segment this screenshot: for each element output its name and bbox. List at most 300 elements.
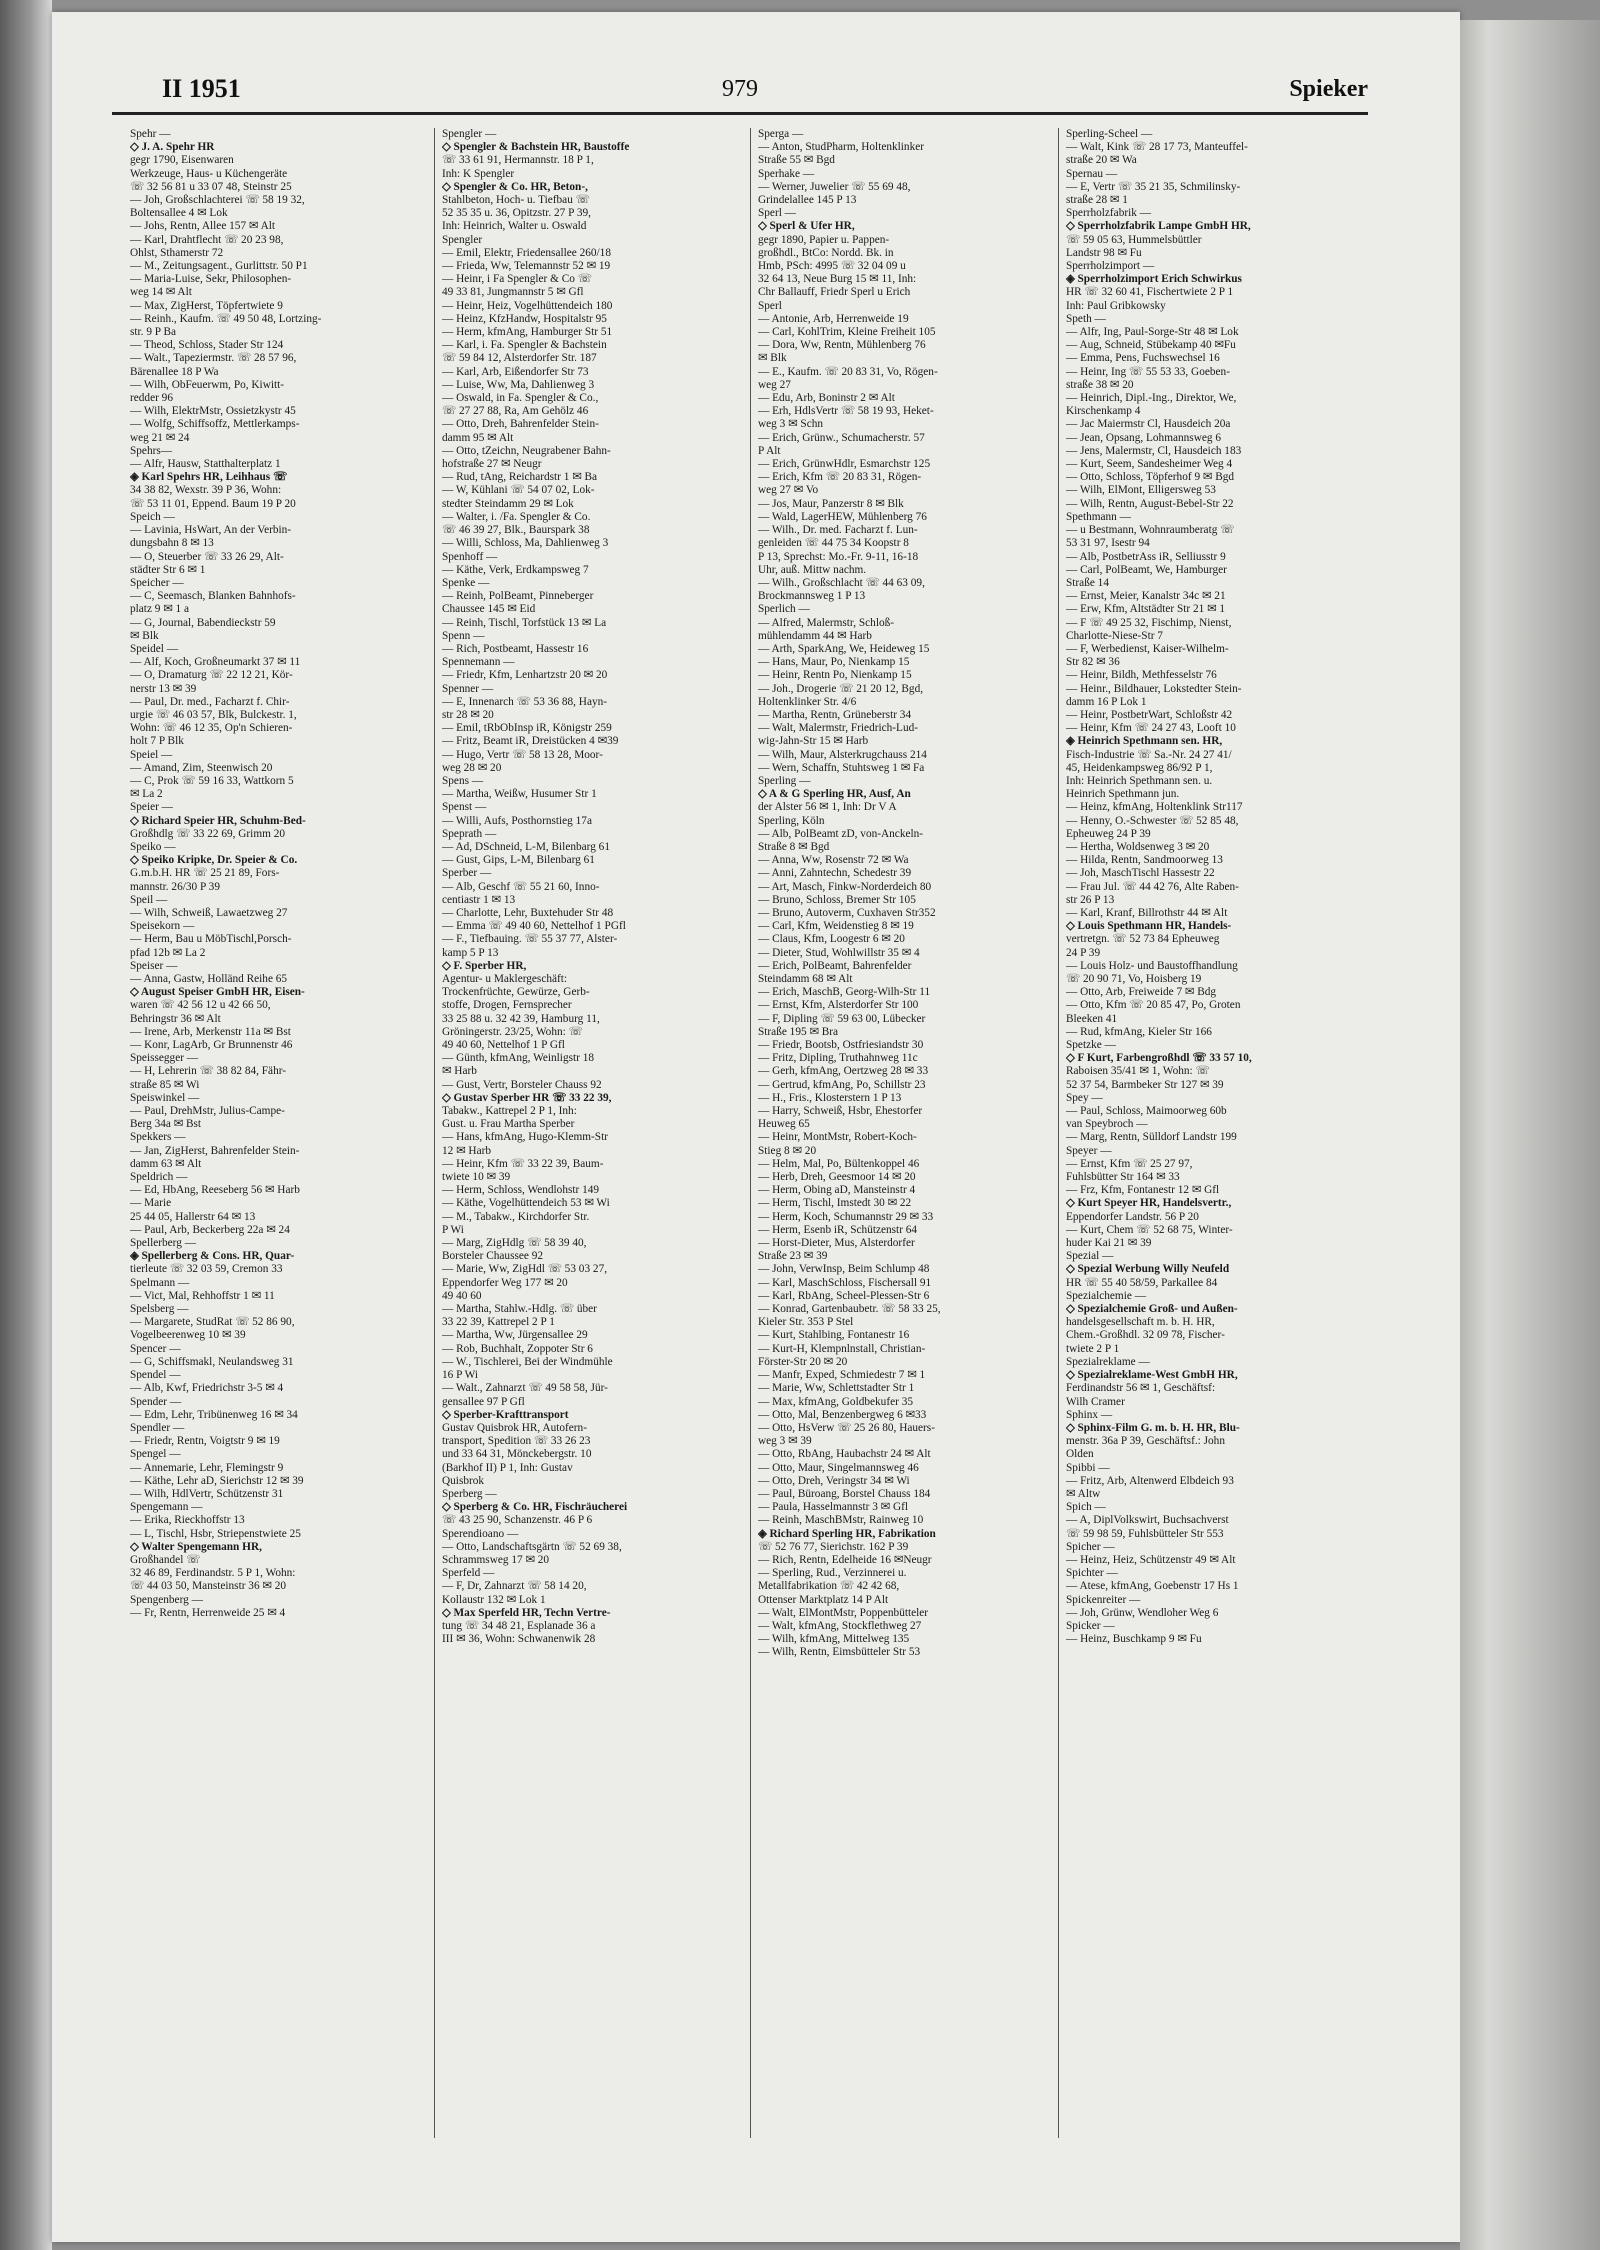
directory-entry-line: ◇ Spezialreklame-West GmbH HR, — [1066, 1369, 1238, 1382]
surname-heading: Speil — — [130, 893, 168, 906]
directory-entry-line: — Wolfg, Schiffsoffz, Mettlerkamps- — [130, 418, 300, 431]
surname-heading: Spendel — — [130, 1369, 181, 1382]
directory-entry-line: holt 7 P Blk — [130, 735, 184, 748]
directory-entry-line: — Marg, Rentn, Sülldorf Landstr 199 — [1066, 1131, 1237, 1144]
directory-entry-line: 33 25 88 u. 32 42 39, Hamburg 11, — [442, 1012, 600, 1025]
directory-entry-line: — Bruno, Autoverm, Cuxhaven Str352 — [758, 906, 936, 919]
directory-entry-line: — Heinr, Rentn Po, Nienkamp 15 — [758, 669, 912, 682]
directory-entry-line: — Rob, Buchhalt, Zoppoter Str 6 — [442, 1342, 593, 1355]
directory-entry-line: urgie ☏ 46 03 57, Blk, Bulckestr. 1, — [130, 708, 297, 721]
directory-entry-line: — Alfred, Malermstr, Schloß- — [758, 616, 895, 629]
directory-entry-line: ◇ Speiko Kripke, Dr. Speier & Co. — [130, 854, 298, 867]
directory-entry-line: Bärenallee 18 P Wa — [130, 365, 219, 378]
directory-entry-line: — Lavinia, HsWart, An der Verbin- — [130, 524, 292, 537]
surname-heading: Spens — — [442, 774, 484, 787]
directory-entry-line: ✉ La 2 — [130, 788, 163, 801]
directory-entry-line: — Ernst, Meier, Kanalstr 34c ✉ 21 — [1066, 590, 1226, 603]
directory-entry-line: Chem.-Großhdl. 32 09 78, Fischer- — [1066, 1329, 1225, 1342]
directory-entry-line: ✉ Blk — [130, 629, 159, 642]
directory-entry-line: — Helm, Mal, Po, Bültenkoppel 46 — [758, 1157, 920, 1170]
directory-entry-line: großhdl., BtCo: Nordd. Bk. in — [758, 246, 894, 259]
directory-entry-line: — Hilda, Rentn, Sandmoorweg 13 — [1066, 854, 1223, 867]
directory-entry-line: — Bruno, Schloss, Bremer Str 105 — [758, 893, 916, 906]
directory-entry-line: — Johs, Rentn, Allee 157 ✉ Alt — [130, 220, 276, 233]
directory-entry-line: — Frau Jul. ☏ 44 42 76, Alte Raben- — [1066, 880, 1239, 893]
directory-entry-line: transport, Spedition ☏ 33 26 23 — [442, 1435, 591, 1448]
directory-entry-line: Tabakw., Kattrepel 2 P 1, Inh: — [442, 1105, 577, 1118]
directory-entry-line: straße 28 ✉ 1 — [1066, 194, 1128, 207]
directory-entry-line: twiete 10 ✉ 39 — [442, 1171, 511, 1184]
directory-entry-line: städter Str 6 ✉ 1 — [130, 563, 206, 576]
directory-entry-line: — Otto, RbAng, Haubachstr 24 ✉ Alt — [758, 1448, 931, 1461]
directory-entry-line: 24 P 39 — [1066, 946, 1101, 959]
directory-entry-line: ◇ J. A. Spehr HR — [130, 141, 215, 154]
directory-entry-line: ☏ 46 39 27, Blk., Baurspark 38 — [442, 524, 590, 537]
directory-entry-line: straße 38 ✉ 20 — [1066, 378, 1134, 391]
directory-entry-line: — Max, kfmAng, Goldbekufer 35 — [758, 1395, 913, 1408]
surname-heading: Spenke — — [442, 576, 490, 589]
directory-entry-line: — Otto, Dreh, Veringstr 34 ✉ Wi — [758, 1474, 910, 1487]
directory-entry-line: dungsbahn 8 ✉ 13 — [130, 537, 214, 550]
directory-entry-line: gegr 1890, Papier u. Pappen- — [758, 233, 890, 246]
surname-heading: Spey — — [1066, 1091, 1103, 1104]
directory-entry-line: weg 27 — [758, 378, 791, 391]
surname-heading: Sperhake — — [758, 167, 815, 180]
directory-entry-line: — Otto, Kfm ☏ 20 85 47, Po, Groten — [1066, 999, 1241, 1012]
surname-heading: Spelmann — — [130, 1276, 190, 1289]
directory-entry-line: — Käthe, Vogelhüttendeich 53 ✉ Wi — [442, 1197, 610, 1210]
directory-entry-line: — Herm, Koch, Schumannstr 29 ✉ 33 — [758, 1210, 934, 1223]
directory-entry-line: damm 16 P Lok 1 — [1066, 695, 1147, 708]
directory-entry-line: weg 3 ✉ Schn — [758, 418, 824, 431]
directory-entry-line: P Alt — [758, 444, 781, 457]
directory-entry-line: Bleeken 41 — [1066, 1012, 1118, 1025]
directory-entry-line: Ferdinandstr 56 ✉ 1, Geschäftsf: — [1066, 1382, 1216, 1395]
directory-entry-line: ◇ Kurt Speyer HR, Handelsvertr., — [1066, 1197, 1232, 1210]
directory-entry-line: hofstraße 27 ✉ Neugr — [442, 458, 542, 471]
directory-entry-line: — Walt, Malermstr, Friedrich-Lud- — [758, 722, 918, 735]
directory-entry-line: (Barkhof II) P 1, Inh: Gustav — [442, 1461, 573, 1474]
directory-entry-line: ✉ Harb — [442, 1065, 477, 1078]
surname-heading: Spenn — — [442, 629, 485, 642]
directory-entry-line: ◇ Gustav Sperber HR ☏ 33 22 39, — [442, 1091, 612, 1104]
directory-entry-line: — Louis Holz- und Baustoffhandlung — [1066, 959, 1238, 972]
directory-entry-line: — Manfr, Exped, Schmiedestr 7 ✉ 1 — [758, 1369, 926, 1382]
directory-entry-line: — Martha, Rentn, Grüneberstr 34 — [758, 708, 912, 721]
directory-entry-line: Förster-Str 20 ✉ 20 — [758, 1355, 848, 1368]
directory-entry-line: — Herm, Schloss, Wendlohstr 149 — [442, 1184, 600, 1197]
directory-entry-line: Werkzeuge, Haus- u Küchengeräte — [130, 167, 288, 180]
directory-entry-line: III ✉ 36, Wohn: Schwanenwik 28 — [442, 1633, 596, 1646]
directory-entry-line: — F, Dipling ☏ 59 63 00, Lübecker — [758, 1012, 926, 1025]
surname-heading: Sperber — — [442, 867, 492, 880]
directory-entry-line: 34 38 82, Wexstr. 39 P 36, Wohn: — [130, 484, 282, 497]
directory-entry-line: ◈ Karl Spehrs HR, Leihhaus ☏ — [130, 471, 288, 484]
directory-entry-line: — Paul, Dr. med., Facharzt f. Chir- — [130, 695, 290, 708]
directory-entry-line: — Wilh, HdlVertr, Schützenstr 31 — [130, 1487, 284, 1500]
directory-entry-line: — Walt, kfmAng, Stockflethweg 27 — [758, 1619, 922, 1632]
directory-entry-line: Steindamm 68 ✉ Alt — [758, 973, 853, 985]
surname-heading: Sperfeld — — [442, 1567, 495, 1580]
directory-entry-line: ◇ Spezialchemie Groß- und Außen- — [1066, 1303, 1238, 1316]
directory-entry-line: — Heinz, Heiz, Schützenstr 49 ✉ Alt — [1066, 1553, 1236, 1566]
directory-entry-line: Fuhlsbütter Str 164 ✉ 33 — [1066, 1171, 1180, 1184]
directory-entry-line: — C, Prok ☏ 59 16 33, Wattkorn 5 — [130, 774, 294, 787]
directory-entry-line: — Art, Masch, Finkw-Norderdeich 80 — [758, 880, 932, 893]
directory-entry-line: — Erich, GrünwHdlr, Esmarchstr 125 — [758, 458, 931, 471]
directory-entry-line: — L, Tischl, Hsbr, Striepenstwiete 25 — [130, 1527, 301, 1540]
directory-entry-line: — Heinr, Kfm ☏ 33 22 39, Baum- — [442, 1157, 604, 1170]
directory-entry-line: — Martha, Ww, Jürgensallee 29 — [442, 1329, 588, 1342]
directory-entry-line: Str 82 ✉ 36 — [1066, 656, 1120, 669]
directory-entry-line: — Jac Maiermstr Cl, Hausdeich 20a — [1066, 418, 1231, 431]
directory-entry-line: Straße 55 ✉ Bgd — [758, 154, 835, 167]
directory-entry-line: — Carl, KohlTrim, Kleine Freiheit 105 — [758, 326, 936, 339]
surname-heading: Speprath — — [442, 827, 497, 840]
directory-entry-line: 32 64 13, Neue Burg 15 ✉ 11, Inh: — [758, 273, 917, 286]
directory-entry-line: Epheuweg 24 P 39 — [1066, 827, 1151, 840]
directory-entry-line: — F, Dr, Zahnarzt ☏ 58 14 20, — [442, 1580, 587, 1593]
directory-entry-line: — Käthe, Lehr aD, Sierichstr 12 ✉ 39 — [130, 1474, 304, 1487]
surname-heading: Spethmann — — [1066, 510, 1131, 523]
directory-entry-line: Grindelallee 145 P 13 — [758, 194, 857, 207]
directory-entry-line: ☏ 59 84 12, Alsterdorfer Str. 187 — [442, 352, 597, 365]
directory-entry-line: — Otto, Mal, Benzenbergweg 6 ✉33 — [758, 1408, 927, 1421]
surname-heading: Spenst — — [442, 801, 487, 814]
directory-entry-line: — W., Tischlerei, Bei der Windmühle — [442, 1355, 613, 1368]
directory-entry-line: — Karl, RbAng, Scheel-Plessen-Str 6 — [758, 1289, 930, 1302]
surname-heading: Speiswinkel — — [130, 1091, 200, 1104]
directory-entry-line: — Anton, StudPharm, Holtenklinker — [758, 141, 924, 154]
directory-entry-line: — Heinr, Bildh, Methfesselstr 76 — [1066, 669, 1217, 682]
surname-heading: Spellerberg — — [130, 1237, 196, 1250]
directory-entry-line: — Arth, SparkAng, We, Heideweg 15 — [758, 642, 930, 655]
directory-entry-line: vertretgn. ☏ 52 73 84 Epheuweg — [1066, 933, 1220, 946]
directory-entry-line: weg 28 ✉ 20 — [442, 761, 502, 774]
directory-entry-line: — Erich, Grünw., Schumacherstr. 57 — [758, 431, 925, 444]
directory-entry-line: Behringstr 36 ✉ Alt — [130, 1012, 221, 1025]
directory-entry-line: pfad 12b ✉ La 2 — [130, 946, 206, 959]
directory-entry-line: — Fritz, Beamt iR, Dreistücken 4 ✉39 — [442, 735, 619, 748]
directory-entry-line: — Wilh, Schweiß, Lawaetzweg 27 — [130, 906, 288, 919]
directory-entry-line: — Erw, Kfm, Altstädter Str 21 ✉ 1 — [1066, 603, 1226, 616]
directory-entry-line: — Reinh., Kaufm. ☏ 49 50 48, Lortzing- — [130, 312, 322, 325]
directory-entry-line: Kieler Str. 353 P Stel — [758, 1316, 854, 1329]
surname-heading: Spicher — — [1066, 1540, 1115, 1553]
surname-heading: Sperrholzimport — — [1066, 260, 1155, 273]
directory-entry-line: — Rud, tAng, Reichardstr 1 ✉ Ba — [442, 471, 598, 484]
directory-entry-line: — Martha, Stahlw.-Hdlg. ☏ über — [442, 1303, 597, 1316]
directory-entry-line: — Dora, Ww, Rentn, Mühlenberg 76 — [758, 339, 926, 352]
directory-entry-line: — Joh, MaschTischl Hassestr 22 — [1066, 867, 1215, 880]
directory-entry-line: str 28 ✉ 20 — [442, 708, 494, 721]
surname-heading: Spetzke — — [1066, 1039, 1116, 1052]
directory-entry-line: — Konr, LagArb, Gr Brunnenstr 46 — [130, 1039, 293, 1052]
surname-heading: Speiser — — [130, 959, 178, 972]
directory-entry-line: redder 96 — [130, 392, 173, 405]
directory-entry-line: — Heinz, Buschkamp 9 ✉ Fu — [1066, 1633, 1202, 1646]
directory-entry-line: — Luise, Ww, Ma, Dahlienweg 3 — [442, 378, 595, 391]
directory-entry-line: — Erika, Rieckhoffstr 13 — [130, 1514, 245, 1527]
directory-entry-line: 12 ✉ Harb — [442, 1144, 491, 1157]
page-number: 979 — [722, 76, 758, 102]
directory-entry-line: — Herm, Esenb iR, Schützenstr 64 — [758, 1223, 918, 1236]
directory-entry-line: — Otto, Maur, Singelmannsweg 46 — [758, 1461, 919, 1474]
directory-entry-line: — Walt., Tapeziermstr. ☏ 28 57 96, — [130, 352, 297, 365]
directory-entry-line: — Alb, Kwf, Friedrichstr 3-5 ✉ 4 — [130, 1382, 284, 1395]
surname-heading: Spichter — — [1066, 1567, 1118, 1580]
surname-heading: Spich — — [1066, 1501, 1106, 1514]
surname-heading: Sperrholzfabrik — — [1066, 207, 1152, 220]
surname-heading: Spengler — — [442, 128, 497, 140]
directory-entry-line: — Kurt, Chem ☏ 52 68 75, Winter- — [1066, 1223, 1233, 1236]
directory-entry-line: Borsteler Chaussee 92 — [442, 1250, 544, 1263]
surname-heading: Spender — — [130, 1395, 182, 1408]
directory-entry-line: — Carl, Kfm, Weidenstieg 8 ✉ 19 — [758, 920, 914, 933]
directory-entry-line: — Alb, PolBeamt zD, von-Anckeln- — [758, 827, 924, 840]
directory-entry-line: der Alster 56 ✉ 1, Inh: Dr V A — [758, 801, 897, 814]
directory-entry-line: ☏ 27 27 88, Ra, Am Gehölz 46 — [442, 405, 589, 418]
directory-entry-line: ☏ 44 03 50, Mansteinstr 36 ✉ 20 — [130, 1580, 287, 1593]
directory-entry-line: ✉ Altw — [1066, 1487, 1101, 1500]
directory-entry-line: Gröningerstr. 23/25, Wohn: ☏ — [442, 1025, 583, 1038]
surname-heading: Spelsberg — — [130, 1303, 189, 1316]
column-divider — [434, 128, 435, 2138]
directory-entry-line: ◈ Spellerberg & Cons. HR, Quar- — [130, 1250, 295, 1263]
directory-entry-line: — Erich, Kfm ☏ 20 83 31, Rögen- — [758, 471, 922, 484]
directory-entry-line: twiete 2 P 1 — [1066, 1342, 1120, 1355]
directory-entry-line: — Herb, Dreh, Geesmoor 14 ✉ 20 — [758, 1171, 916, 1184]
directory-entry-line: — A, DiplVolkswirt, Buchsachverst — [1066, 1514, 1229, 1527]
directory-entry-line: Fisch-Industrie ☏ Sa.-Nr. 24 27 41/ — [1066, 748, 1232, 761]
directory-entry-line: — Fritz, Arb, Altenwerd Elbdeich 93 — [1066, 1474, 1234, 1487]
directory-entry-line: — F, Werbedienst, Kaiser-Wilhelm- — [1066, 642, 1229, 655]
directory-entry-line: — John, VerwInsp, Beim Schlump 48 — [758, 1263, 930, 1276]
surname-heading: Spekkers — — [130, 1131, 186, 1144]
directory-entry-line: stoffe, Drogen, Fernsprecher — [442, 999, 572, 1012]
directory-entry-line: — Harry, Schweiß, Hsbr, Ehestorfer — [758, 1105, 923, 1118]
directory-entry-line: ◇ Max Sperfeld HR, Techn Vertre- — [442, 1606, 611, 1619]
directory-entry-line: ◇ Sphinx-Film G. m. b. H. HR, Blu- — [1066, 1421, 1240, 1434]
directory-entry-line: — F ☏ 49 25 32, Fischimp, Nienst, — [1066, 616, 1232, 629]
surname-heading: Speldrich — — [130, 1171, 188, 1184]
directory-entry-line: — Ernst, Kfm, Alsterdorfer Str 100 — [758, 999, 919, 1012]
directory-entry-line: — Karl, MaschSchloss, Fischersall 91 — [758, 1276, 932, 1289]
directory-entry-line: Charlotte-Niese-Str 7 — [1066, 629, 1163, 642]
directory-entry-line: Heinrich Spethmann jun. — [1066, 788, 1180, 801]
directory-entry-line: — Anna, Ww, Rosenstr 72 ✉ Wa — [758, 854, 909, 867]
directory-entry-line: gensallee 97 P Gfl — [442, 1395, 525, 1408]
directory-entry-line: — Margarete, StudRat ☏ 52 86 90, — [130, 1316, 295, 1329]
directory-entry-line: 49 40 60, Nettelhof 1 P Gfl — [442, 1039, 565, 1052]
directory-entry-line: menstr. 36a P 39, Geschäftsf.: John — [1066, 1435, 1225, 1448]
directory-entry-line: G.m.b.H. HR ☏ 25 21 89, Fors- — [130, 867, 280, 880]
directory-entry-line: — Günth, kfmAng, Weinligstr 18 — [442, 1052, 595, 1065]
directory-entry-line: — Horst-Dieter, Mus, Alsterdorfer — [758, 1237, 915, 1250]
directory-entry-line: Uhr, auß. Mittw nachm. — [758, 563, 867, 576]
directory-entry-line: — Heinz, KfzHandw, Hospitalstr 95 — [442, 312, 607, 325]
directory-entry-line: — Jean, Opsang, Lohmannsweg 6 — [1066, 431, 1221, 444]
surname-heading: Spicker — — [1066, 1619, 1115, 1632]
directory-entry-line: — Rich, Postbeamt, Hassestr 16 — [442, 642, 589, 655]
directory-entry-line: — Alfr, Hausw, Statthalterplatz 1 — [130, 458, 281, 471]
directory-entry-line: ◇ Sperl & Ufer HR, — [758, 220, 855, 233]
surname-heading: Speth — — [1066, 312, 1106, 325]
directory-entry-line: Brockmannsweg 1 P 13 — [758, 590, 866, 603]
directory-entry-line: — Reinh, PolBeamt, Pinneberger — [442, 590, 594, 603]
surname-heading: Speisekorn — — [130, 920, 195, 933]
directory-entry-line: — Jan, ZigHerst, Bahrenfelder Stein- — [130, 1144, 300, 1157]
directory-entry-line: — Erich, PolBeamt, Bahrenfelder — [758, 959, 912, 972]
directory-entry-line: ◇ Spezial Werbung Willy Neufeld — [1066, 1263, 1230, 1276]
directory-entry-line: kamp 5 P 13 — [442, 946, 499, 959]
surname-heading: Sperendioano — — [442, 1527, 519, 1540]
directory-column-2 — [442, 128, 732, 2148]
directory-entry-line: — Walt., Zahnarzt ☏ 49 58 58, Jür- — [442, 1382, 608, 1395]
surname-heading: Spehrs— — [130, 444, 173, 457]
directory-entry-line: Inh: Heinrich, Walter u. Oswald — [442, 220, 587, 233]
directory-entry-line: ◇ Sperrholzfabrik Lampe GmbH HR, — [1066, 220, 1251, 233]
directory-entry-line: Gustav Quisbrok HR, Autofern- — [442, 1421, 587, 1434]
directory-entry-line: damm 95 ✉ Alt — [442, 431, 514, 444]
directory-entry-line: Schrammsweg 17 ✉ 20 — [442, 1553, 550, 1566]
directory-entry-line: — Reinh, Tischl, Torfstück 13 ✉ La — [442, 616, 607, 629]
directory-entry-line: — Dieter, Stud, Wohlwillstr 35 ✉ 4 — [758, 946, 920, 959]
surname-heading: Speich — — [130, 510, 175, 523]
directory-entry-line: Heuweg 65 — [758, 1118, 810, 1131]
directory-entry-line: und 33 64 31, Mönckebergstr. 10 — [442, 1448, 592, 1461]
directory-entry-line: — Frieda, Ww, Telemannstr 52 ✉ 19 — [442, 260, 611, 273]
directory-entry-line: — E, Vertr ☏ 35 21 35, Schmilinsky- — [1066, 180, 1241, 193]
directory-entry-line: Vogelbeerenweg 10 ✉ 39 — [130, 1329, 246, 1342]
surname-heading: Spencer — — [130, 1342, 181, 1355]
directory-entry-line: — Otto, Dreh, Bahrenfelder Stein- — [442, 418, 599, 431]
directory-entry-line: — Marie, Ww, ZigHdl ☏ 53 03 27, — [442, 1263, 608, 1276]
directory-entry-line: 53 31 97, Isestr 94 — [1066, 537, 1150, 550]
directory-entry-line: Inh: Heinrich Spethmann sen. u. — [1066, 774, 1213, 787]
directory-entry-line: — Heinr, i Fa Spengler & Co ☏ — [442, 273, 592, 286]
surname-heading: Spezialchemie — — [1066, 1289, 1146, 1302]
directory-entry-line: stedter Steindamm 29 ✉ Lok — [442, 497, 574, 510]
directory-entry-line: ◈ Richard Sperling HR, Fabrikation — [758, 1527, 936, 1540]
directory-entry-line: — Friedr, Bootsb, Ostfriesiandstr 30 — [758, 1039, 924, 1052]
directory-entry-line: Gust. u. Frau Martha Sperber — [442, 1118, 575, 1131]
directory-entry-line: huder Kai 21 ✉ 39 — [1066, 1237, 1152, 1250]
directory-entry-line: — Paul, Schloss, Maimoorweg 60b — [1066, 1105, 1227, 1118]
directory-entry-line: — Heinr, Kfm ☏ 24 27 43, Looft 10 — [1066, 722, 1236, 735]
surname-heading: Speicher — — [130, 576, 184, 589]
directory-entry-line: — Anni, Zahntechn, Schedestr 39 — [758, 867, 912, 880]
directory-entry-line: Hmb, PSch: 4995 ☏ 32 04 09 u — [758, 260, 906, 273]
directory-entry-line: Großhdlg ☏ 33 22 69, Grimm 20 — [130, 827, 286, 840]
directory-entry-line: — u Bestmann, Wohnraumberatg ☏ — [1066, 524, 1235, 537]
directory-entry-line: — Herm, Bau u MöbTischl,Porsch- — [130, 933, 292, 946]
surname-heading: Speiko — — [130, 840, 176, 853]
surname-heading: Speyer — — [1066, 1144, 1112, 1157]
directory-entry-line: ◈ Sperrholzimport Erich Schwirkus — [1066, 273, 1242, 286]
directory-entry-line: ☏ 52 76 77, Sierichstr. 162 P 39 — [758, 1540, 909, 1553]
directory-entry-line: — C, Seemasch, Blanken Bahnhofs- — [130, 590, 296, 603]
directory-entry-line: — Gerh, kfmAng, Oertzweg 28 ✉ 33 — [758, 1065, 929, 1078]
surname-heading: Spengel — — [130, 1448, 181, 1461]
surname-heading: Spezialreklame — — [1066, 1355, 1150, 1368]
surname-heading: Spernau — — [1066, 167, 1118, 180]
directory-entry-line: — Amand, Zim, Steenwisch 20 — [130, 761, 273, 774]
directory-entry-line: — Edu, Arb, Boninstr 2 ✉ Alt — [758, 392, 895, 405]
directory-entry-line: 52 35 35 u. 36, Opitzstr. 27 P 39, — [442, 207, 591, 220]
directory-entry-line: — Marg, ZigHdlg ☏ 58 39 40, — [442, 1237, 587, 1250]
directory-entry-line: Inh: Paul Gribkowsky — [1066, 299, 1166, 312]
directory-entry-line: — Joh, Großschlachterei ☏ 58 19 32, — [130, 194, 305, 207]
directory-entry-line: — Wilh, ElMont, Elligersweg 53 — [1066, 484, 1216, 497]
directory-entry-line: Sperling, Köln — [758, 814, 825, 827]
directory-entry-line: — Jens, Malermstr, Cl, Hausdeich 183 — [1066, 444, 1242, 457]
directory-entry-line: ◇ August Speiser GmbH HR, Eisen- — [130, 986, 305, 999]
directory-entry-line: ☏ 33 61 91, Hermannstr. 18 P 1, — [442, 154, 594, 167]
directory-entry-line: — Hans, Maur, Po, Nienkamp 15 — [758, 656, 910, 669]
directory-entry-line: — Kurt-H, Klempnlnstall, Christian- — [758, 1342, 926, 1355]
directory-entry-line: — Emil, tRbObInsp iR, Königstr 259 — [442, 722, 612, 735]
directory-entry-line: — Annemarie, Lehr, Flemingstr 9 — [130, 1461, 284, 1474]
directory-entry-line: — W, Kühlani ☏ 54 07 02, Lok- — [442, 484, 595, 497]
directory-entry-line: wig-Jahn-Str 15 ✉ Harb — [758, 735, 869, 748]
directory-entry-line: — Alb, Geschf ☏ 55 21 60, Inno- — [442, 880, 600, 893]
directory-entry-line: — Joh, Grünw, Wendloher Weg 6 — [1066, 1606, 1219, 1619]
directory-entry-line: Chr Ballauff, Friedr Sperl u Erich — [758, 286, 911, 299]
surname-heading: Sperlich — — [758, 603, 810, 616]
surname-heading: Spendler — — [130, 1421, 185, 1434]
directory-entry-line: — Karl, i. Fa. Spengler & Bachstein — [442, 339, 607, 352]
directory-entry-line: Olden — [1066, 1448, 1094, 1461]
directory-entry-line: — Kurt, Stahlbing, Fontanestr 16 — [758, 1329, 910, 1342]
directory-entry-line: — Karl, Kranf, Billrothstr 44 ✉ Alt — [1066, 906, 1228, 919]
directory-entry-line: — Gust, Vertr, Borsteler Chauss 92 — [442, 1078, 602, 1091]
directory-entry-line: — Jos, Maur, Panzerstr 8 ✉ Blk — [758, 497, 904, 510]
directory-entry-line: platz 9 ✉ 1 a — [130, 603, 190, 616]
directory-entry-line: tierleute ☏ 32 03 59, Cremon 33 — [130, 1263, 283, 1276]
directory-entry-line: — Willi, Schloss, Ma, Dahlienweg 3 — [442, 537, 609, 550]
directory-entry-line: weg 3 ✉ 39 — [758, 1435, 812, 1448]
directory-entry-line: genleiden ☏ 44 75 34 Koopstr 8 — [758, 537, 909, 550]
page-stack-edge — [1460, 20, 1600, 2250]
directory-entry-line: — Emil, Elektr, Friedensallee 260/18 — [442, 246, 611, 259]
header-right: Spieker — [1289, 76, 1368, 102]
directory-entry-line: ◇ Sperberg & Co. HR, Fischräucherei — [442, 1501, 628, 1514]
directory-entry-line: — Sperling, Rud., Verzinnerei u. — [758, 1567, 907, 1580]
directory-entry-line: — Carl, PolBeamt, We, Hamburger — [1066, 563, 1227, 576]
directory-entry-line: Spengler — [442, 233, 483, 246]
directory-entry-line: damm 63 ✉ Alt — [130, 1157, 202, 1170]
directory-entry-line: HR ☏ 32 60 41, Fischertwiete 2 P 1 — [1066, 286, 1234, 299]
directory-entry-line: Sperl — [758, 299, 782, 312]
directory-entry-line: HR ☏ 55 40 58/59, Parkallee 84 — [1066, 1276, 1218, 1289]
directory-entry-line: Raboisen 35/41 ✉ 1, Wohn: ☏ — [1066, 1065, 1210, 1078]
directory-entry-line: 25 44 05, Hallerstr 64 ✉ 13 — [130, 1210, 256, 1223]
directory-entry-line: — Alf, Koch, Großneumarkt 37 ✉ 11 — [130, 656, 301, 669]
directory-entry-line: — Walt, ElMontMstr, Poppenbütteler — [758, 1606, 929, 1619]
directory-entry-line: Eppendorfer Landstr. 56 P 20 — [1066, 1210, 1199, 1223]
directory-entry-line: — Theod, Schloss, Stader Str 124 — [130, 339, 284, 352]
directory-entry-line: ◇ Spengler & Co. HR, Beton-, — [442, 180, 588, 193]
surname-heading: Sperling — — [758, 774, 811, 787]
directory-entry-line: Straße 8 ✉ Bgd — [758, 840, 830, 853]
directory-entry-line: P Wi — [442, 1223, 464, 1236]
directory-entry-line: Straße 14 — [1066, 576, 1109, 589]
directory-entry-line: — Herm, Obing aD, Mansteinstr 4 — [758, 1184, 916, 1197]
directory-entry-line: — Vict, Mal, Rehhoffstr 1 ✉ 11 — [130, 1289, 275, 1302]
directory-entry-line: ◇ Walter Spengemann HR, — [130, 1540, 262, 1553]
directory-entry-line: 52 37 54, Barmbeker Str 127 ✉ 39 — [1066, 1078, 1224, 1091]
